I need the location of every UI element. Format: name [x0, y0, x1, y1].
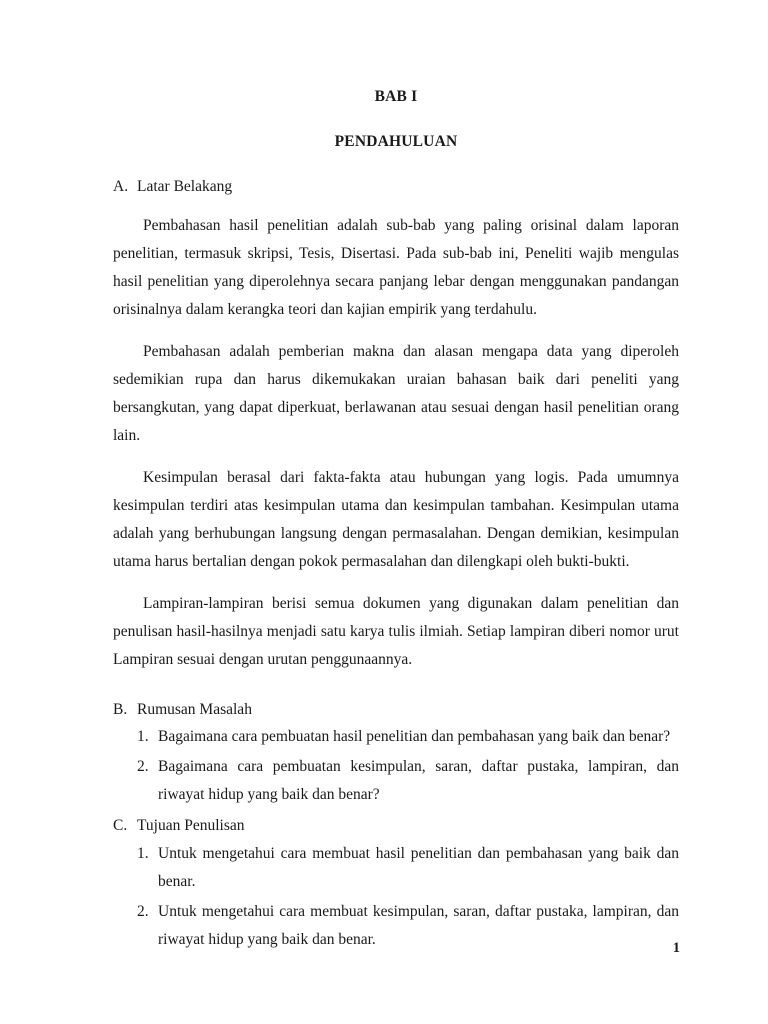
section-title-c: Tujuan Penulisan — [137, 817, 245, 835]
list-item-number: 2. — [137, 902, 149, 920]
list-section-c — [113, 840, 679, 954]
list-item — [113, 898, 679, 954]
paragraph: Lampiran-lampiran berisi semua dokumen yang digunakan dalam penelitian dan penulisan hasil-hasilnya menjadi satu karya tulis ilmiah. Setiap lampiran diberi nomor urut Lampiran sesuai dengan urutan penggunaannya. — [113, 594, 679, 668]
list-item — [113, 723, 679, 751]
list-item — [113, 840, 679, 896]
chapter-title: BAB I — [374, 88, 418, 105]
list-section-b — [113, 723, 679, 809]
section-title-b: Rumusan Masalah — [137, 700, 252, 718]
page-number: 1 — [672, 940, 680, 956]
list-item-text: Untuk mengetahui cara membuat kesimpulan, saran, daftar pustaka, lampiran, dan riwayat hidup yang baik dan benar. — [158, 902, 679, 948]
list-item-text: Bagaimana cara pembuatan hasil penelitian dan pembahasan yang baik dan benar? — [158, 728, 671, 746]
list-item-number: 2. — [137, 758, 149, 776]
list-item-number: 1. — [137, 844, 149, 862]
section-marker-a: A. — [113, 178, 129, 196]
paragraph: Pembahasan hasil penelitian adalah sub-bab yang paling orisinal dalam laporan penelitian, termasuk skripsi, Tesis, Disertasi. Pada sub-bab ini, Peneliti wajib mengulas hasil penelitian yang diperolehnya secara panjang lebar dengan menggunakan pandangan orisinalnya dalam kerangka teori dan kajian empirik yang terdahulu. — [113, 216, 679, 318]
document-body — [113, 88, 679, 954]
section-marker-b: B. — [113, 700, 128, 718]
list-item-text: Bagaimana cara pembuatan kesimpulan, saran, daftar pustaka, lampiran, dan riwayat hidup yang baik dan benar? — [158, 758, 679, 804]
list-item-text: Untuk mengetahui cara membuat hasil penelitian dan pembahasan yang baik dan benar. — [158, 844, 679, 890]
section-marker-c: C. — [113, 817, 128, 835]
section-heading-a — [113, 176, 679, 198]
section-heading-c — [113, 815, 679, 837]
paragraph: Pembahasan adalah pemberian makna dan alasan mengapa data yang diperoleh sedemikian rupa dan harus dikemukakan uraian bahasan baik dari peneliti yang bersangkutan, yang dapat diperkuat, berlawanan atau sesuai dengan hasil penelitian orang lain. — [113, 342, 679, 444]
paragraph: Kesimpulan berasal dari fakta-fakta atau hubungan yang logis. Pada umumnya kesimpulan terdiri atas kesimpulan utama dan kesimpulan tambahan. Kesimpulan utama adalah yang berhubungan langsung dengan permasalahan. Dengan demikian, kesimpulan utama harus bertalian dengan pokok permasalahan dan dilengkapi oleh bukti-bukti. — [113, 468, 679, 570]
document-title: PENDAHULUAN — [334, 132, 458, 150]
list-item-number: 1. — [137, 728, 149, 746]
section-heading-b — [113, 699, 679, 721]
list-item — [113, 753, 679, 809]
section-title-a: Latar Belakang — [137, 178, 233, 196]
